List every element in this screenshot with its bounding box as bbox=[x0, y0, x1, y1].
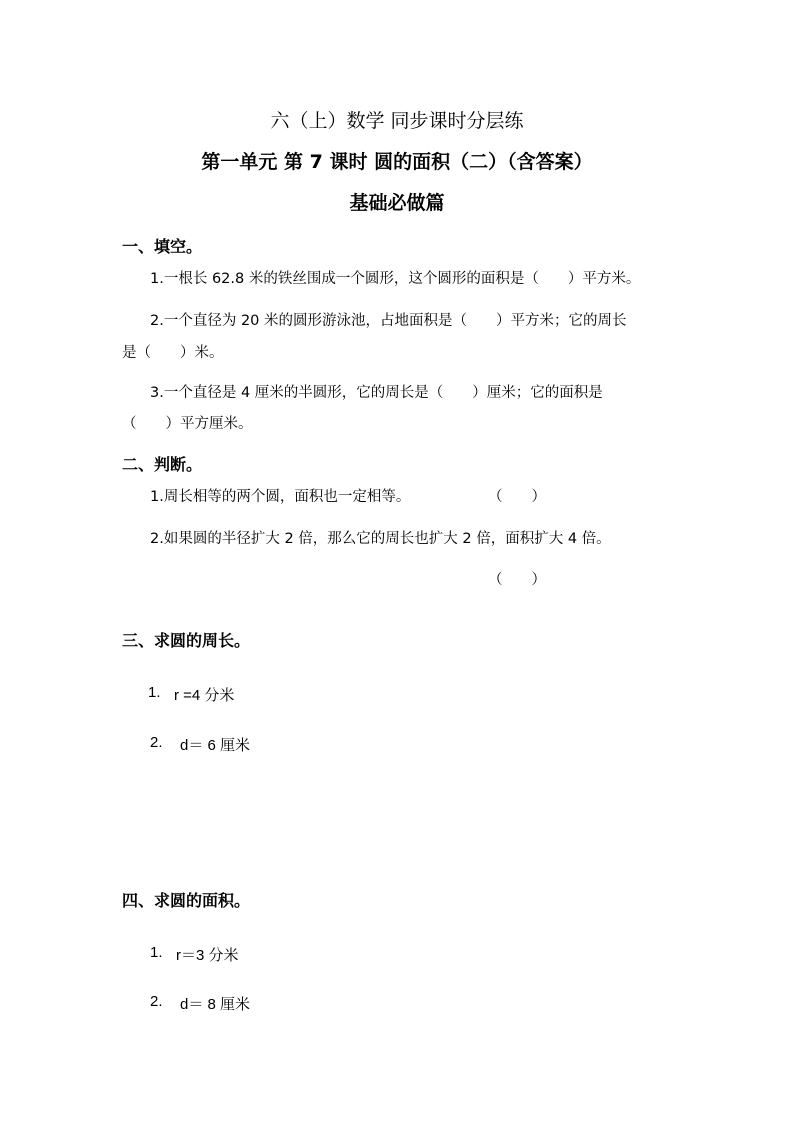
circumference-item-1-number: 1. bbox=[148, 684, 161, 701]
worksheet-title: 六（上）数学 同步课时分层练 bbox=[270, 110, 524, 132]
section-fill-blank-heading: 一、填空。 bbox=[122, 237, 203, 256]
fill-blank-question-1: 1.一根长 62.8 米的铁丝围成一个圆形，这个圆形的面积是（ ）平方米。 bbox=[150, 271, 641, 287]
level-heading: 基础必做篇 bbox=[349, 192, 445, 214]
fill-blank-question-2-line-2: 是（ ）米。 bbox=[122, 345, 224, 361]
section-judge-heading: 二、判断。 bbox=[122, 455, 203, 474]
section-area-heading: 四、求圆的面积。 bbox=[122, 891, 251, 910]
judge-question-1-answer-blank: （ ） bbox=[488, 489, 546, 505]
fill-blank-question-2-line-1: 2.一个直径为 20 米的圆形游泳池，占地面积是（ ）平方米；它的周长 bbox=[150, 313, 627, 329]
circumference-item-2-number: 2. bbox=[150, 734, 163, 751]
judge-question-2-answer-blank: （ ） bbox=[488, 572, 546, 588]
area-item-1-number: 1. bbox=[150, 944, 163, 961]
lesson-subtitle: 第一单元 第 7 课时 圆的面积（二）（含答案） bbox=[201, 151, 593, 173]
fill-blank-question-3-line-1: 3.一个直径是 4 厘米的半圆形，它的周长是（ ）厘米；它的面积是 bbox=[150, 385, 603, 401]
area-item-2: d＝ 8 厘米 bbox=[180, 996, 251, 1013]
judge-question-2: 2.如果圆的半径扩大 2 倍，那么它的周长也扩大 2 倍，面积扩大 4 倍。 bbox=[150, 531, 611, 547]
circumference-item-1: r =4 分米 bbox=[174, 687, 235, 704]
area-item-1: r＝3 分米 bbox=[176, 947, 239, 964]
judge-question-1: 1.周长相等的两个圆，面积也一定相等。 bbox=[150, 489, 411, 505]
area-item-2-number: 2. bbox=[150, 993, 163, 1010]
fill-blank-question-3-line-2: （ ）平方厘米。 bbox=[122, 416, 253, 432]
section-circumference-heading: 三、求圆的周长。 bbox=[122, 631, 251, 650]
circumference-item-2: d＝ 6 厘米 bbox=[180, 737, 251, 754]
